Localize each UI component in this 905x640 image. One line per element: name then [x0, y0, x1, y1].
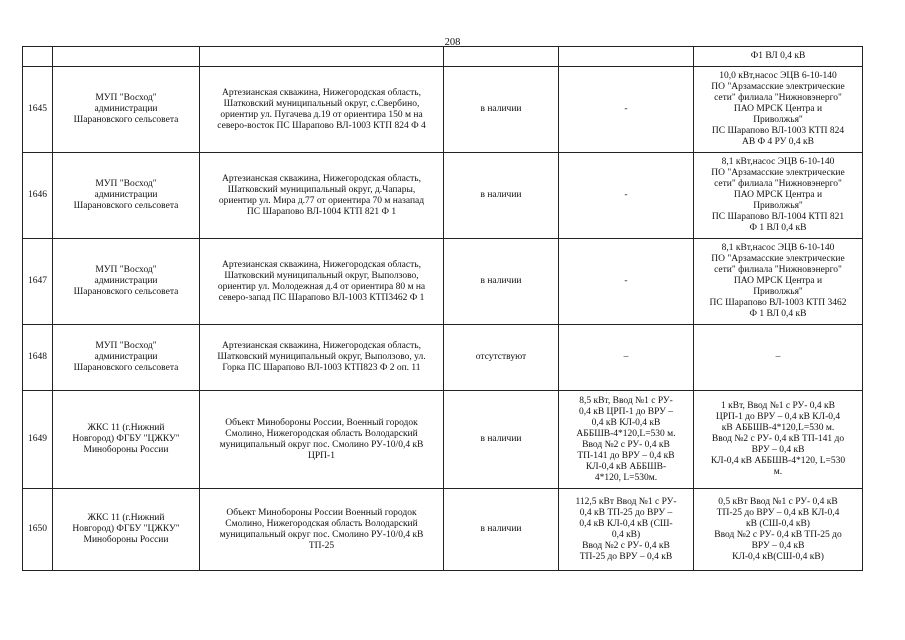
cell-line: 8,1 кВт,насос ЭЦВ 6-10-140 — [721, 243, 835, 253]
cell-line: Артезианская скважина, Нижегородская область, — [222, 259, 421, 270]
cell-line: муниципальный округ пос. Смолино РУ-10/0,4 кВ — [219, 439, 424, 450]
row-number-cell: 1650 — [23, 489, 53, 571]
cell-line: 0,4 кВ ТП-25 до ВРУ – — [579, 507, 673, 518]
cell-line: - — [624, 276, 628, 286]
power-cell — [694, 391, 863, 489]
object-cell — [200, 489, 444, 571]
cell-line: ЦРП-1 — [308, 450, 335, 461]
cell-line: МУП "Восход" — [95, 341, 157, 351]
cell-line: сети" филиала "Нижновэнерго" — [714, 265, 842, 275]
power-cell — [694, 489, 863, 571]
cell-line: Шатковский муниципальный округ, Выползово, ул. — [217, 352, 426, 362]
cell-line: администрации — [94, 352, 158, 362]
row-number-cell: 1648 — [23, 325, 53, 391]
cell-line: сети" филиала "Нижновэнерго" — [714, 93, 842, 103]
cell-line: 4*120, L=530м. — [594, 472, 658, 483]
cell-line: Объект Минобороны России Военный городок — [226, 507, 417, 518]
cell-line: - — [624, 190, 628, 200]
cell-line: ПО "Арзамасские электрические — [711, 82, 845, 92]
cell-line: Артезианская скважина, Нижегородская область, — [222, 87, 421, 98]
cell-line: северо-запад ПС Шарапово ВЛ-1003 КТП3462 Ф 1 — [218, 292, 425, 303]
cell-line: ВРУ – 0,4 кВ — [751, 540, 805, 551]
cell-line: 0,4 кВ КЛ-0,4 кВ — [591, 417, 661, 428]
cell-line: ПАО МРСК Центра и — [733, 190, 823, 200]
cell-line: муниципальный округ пос. Смолино РУ-10/0,4 кВ — [219, 529, 424, 540]
cell-line: администрации — [94, 104, 158, 114]
connection-cell — [559, 239, 694, 325]
connection-cell — [559, 391, 694, 489]
table-row — [23, 391, 863, 489]
cell-line: ТП-25 — [308, 540, 335, 551]
cell-line: КЛ-0,4 кВ(СШ-0,4 кВ) — [732, 551, 824, 562]
cell-line: сети" филиала "Нижновэнерго" — [714, 179, 842, 189]
row-number-cell: 1649 — [23, 391, 53, 489]
cell-line: ПС Шарапово ВЛ-1004 КТП 821 Ф 1 — [246, 206, 397, 217]
object-cell — [200, 391, 444, 489]
cell-line: Шарановского сельсовета — [73, 363, 179, 373]
cell-line: КЛ-0,4 кВ АББШВ-4*120, L=530 — [710, 456, 846, 466]
power-cell — [694, 239, 863, 325]
cell-line: МУП "Восход" — [95, 179, 157, 189]
cell-line: 0,5 кВт Ввод №1 с РУ- 0,4 кВ — [718, 496, 838, 507]
cell-line: 1 кВт, Ввод №1 с РУ- 0,4 кВ — [721, 401, 835, 411]
table-row — [23, 325, 863, 391]
cell-line: ПС Шарапово ВЛ-1003 КТП 3462 — [709, 298, 847, 308]
connection-cell — [559, 67, 694, 153]
table-row-continued — [23, 47, 863, 67]
status-cell: в наличии — [444, 153, 559, 239]
cell-line: Шарановского сельсовета — [73, 201, 179, 211]
cell-line: - — [624, 104, 628, 114]
cell-line: ПС Шарапово ВЛ-1003 КТП 824 — [711, 126, 845, 136]
cell-line: ПС Шарапово ВЛ-1004 КТП 821 — [711, 212, 845, 222]
cell-line: ЖКС 11 (г.Нижний — [87, 423, 165, 433]
cell-line: – — [623, 352, 629, 362]
cell-line: – — [775, 352, 781, 362]
cell-line: 112,5 кВт Ввод №1 с РУ- — [575, 496, 677, 507]
cell-line: кВ (СШ-0,4 кВ) — [746, 518, 810, 529]
cell-line: ВРУ – 0,4 кВ — [751, 445, 805, 455]
connection-cell — [559, 153, 694, 239]
cell-line: Смолино, Нижегородская область Володарский — [225, 518, 418, 529]
cell-line: Новгород) ФГБУ "ЦЖКУ" — [72, 524, 180, 534]
connection-cell — [559, 489, 694, 571]
cell-line: Ф 1 ВЛ 0,4 кВ — [749, 223, 807, 233]
cell-line: Смолино, Нижегородская область Володарский — [225, 428, 418, 439]
cell-line: ТП-25 до ВРУ – 0,4 кВ КЛ-0,4 — [716, 507, 840, 518]
cell-line: КЛ-0,4 кВ АББШВ- — [585, 461, 667, 472]
organization-cell — [53, 489, 200, 571]
cell-line: Ввод №2 с РУ- 0,4 кВ ТП-141 до — [711, 434, 845, 444]
page-number: 208 — [444, 37, 461, 48]
cell-line: ПАО МРСК Центра и — [733, 104, 823, 114]
cell-line: Объект Минобороны России, Военный городок — [225, 417, 418, 428]
cell-line: Артезианская скважина, Нижегородская область, — [222, 341, 421, 351]
object-cell — [200, 325, 444, 391]
cell-line: АВ Ф 4 РУ 0,4 кВ — [742, 137, 814, 147]
cell-line: администрации — [94, 190, 158, 200]
cell-line: северо-восток ПС Шарапово ВЛ-1003 КТП 824 Ф 4 — [217, 120, 426, 131]
cell-line: Шарановского сельсовета — [73, 287, 179, 297]
row-number-cell: 1645 — [23, 67, 53, 153]
cell-line: Горка ПС Шарапово ВЛ-1003 КТП823 Ф 2 оп. 11 — [222, 363, 421, 373]
cell-line: кВ АББШВ-4*120,L=530 м. — [721, 423, 835, 433]
status-cell: в наличии — [444, 239, 559, 325]
power-cell — [694, 67, 863, 153]
cell-line: Ввод №2 с РУ- 0,4 кВ — [582, 540, 670, 551]
cell-line: ТП-141 до ВРУ – 0,4 кВ — [577, 450, 675, 461]
organization-cell — [53, 325, 200, 391]
connection-cell — [559, 325, 694, 391]
power-cell — [694, 325, 863, 391]
organization-cell — [53, 67, 200, 153]
cell-line: Приволжья" — [753, 287, 803, 297]
cell-line: Ф 1 ВЛ 0,4 кВ — [749, 309, 807, 319]
organization-cell — [53, 391, 200, 489]
cell-line: 0,4 кВ ЦРП-1 до ВРУ – — [578, 406, 674, 417]
cell-line: Артезианская скважина, Нижегородская область, — [222, 173, 421, 184]
cell-line: Шатковский муниципальный округ, д.Чапары, — [227, 184, 416, 195]
cell-line: Ввод №2 с РУ- 0,4 кВ — [582, 439, 670, 450]
row-number-cell: 1647 — [23, 239, 53, 325]
cell-line: администрации — [94, 276, 158, 286]
cell-line: ориентир ул. Молодежная д.4 от ориентира 80 м на — [217, 281, 426, 292]
cell-line: ориентир ул. Мира д.77 от ориентира 70 м назапад — [218, 195, 425, 206]
cell-line: Новгород) ФГБУ "ЦЖКУ" — [72, 434, 180, 444]
power-cell — [694, 153, 863, 239]
row-number-cell: 1646 — [23, 153, 53, 239]
status-cell: в наличии — [444, 489, 559, 571]
status-cell: в наличии — [444, 67, 559, 153]
cell-line: Ввод №2 с РУ- 0,4 кВ ТП-25 до — [714, 529, 842, 540]
table-row — [23, 67, 863, 153]
table-row — [23, 489, 863, 571]
cell-line: ПО "Арзамасские электрические — [711, 168, 845, 178]
cell-line: МУП "Восход" — [95, 265, 157, 275]
cell-line: 0,4 кВ) — [611, 529, 641, 540]
table-row — [23, 153, 863, 239]
object-cell — [200, 239, 444, 325]
cell-line: МУП "Восход" — [95, 93, 157, 103]
cell-line: Минобороны России — [83, 535, 169, 545]
status-cell: отсутствуют — [444, 325, 559, 391]
cell-line: ЦРП-1 до ВРУ – 0,4 кВ КЛ-0,4 — [715, 412, 841, 422]
cell-line: Шарановского сельсовета — [73, 115, 179, 125]
cell-line: ПО "Арзамасские электрические — [711, 254, 845, 264]
cell-line: 8,5 кВт, Ввод №1 с РУ- — [579, 395, 673, 406]
cell-line: ориентир ул. Пугачева д.19 от ориентира 150 м на — [220, 109, 423, 120]
object-cell — [200, 153, 444, 239]
utilities-table — [22, 46, 863, 571]
power-cell — [694, 47, 863, 67]
organization-cell — [53, 239, 200, 325]
cell-line: ПАО МРСК Центра и — [733, 276, 823, 286]
cell-line: Ф1 ВЛ 0,4 кВ — [750, 51, 806, 61]
cell-line: ТП-25 до ВРУ – 0,4 кВ — [579, 551, 673, 562]
cell-line: Приволжья" — [753, 115, 803, 125]
cell-line: ЖКС 11 (г.Нижний — [87, 513, 165, 523]
cell-line: Шатковский муниципальный округ, с.Свербино, — [223, 98, 420, 109]
cell-line: м. — [773, 467, 783, 477]
cell-line: Минобороны России — [83, 445, 169, 455]
cell-line: Шатковский муниципальный округ, Выползово, — [224, 270, 419, 281]
status-cell: в наличии — [444, 391, 559, 489]
table-row — [23, 239, 863, 325]
object-cell — [200, 67, 444, 153]
cell-line: АББШВ-4*120,L=530 м. — [576, 428, 676, 439]
cell-line: Приволжья" — [753, 201, 803, 211]
cell-line: 8,1 кВт,насос ЭЦВ 6-10-140 — [721, 157, 835, 167]
organization-cell — [53, 153, 200, 239]
cell-line: 10,0 кВт,насос ЭЦВ 6-10-140 — [719, 71, 837, 81]
cell-line: 0,4 кВ КЛ-0,4 кВ (СШ- — [579, 518, 673, 529]
